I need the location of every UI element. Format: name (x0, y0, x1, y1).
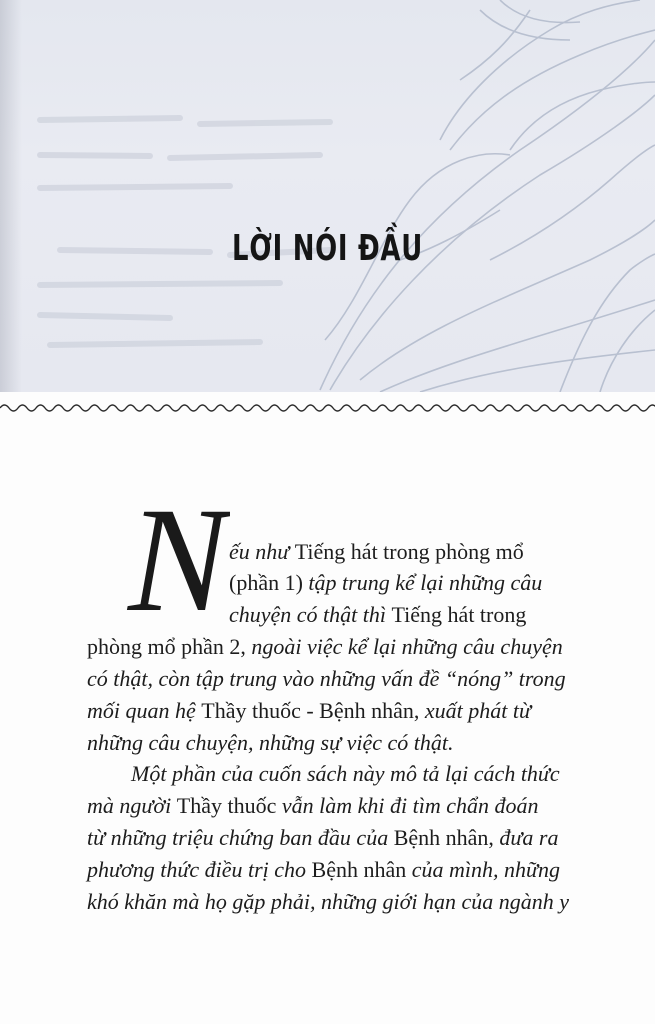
italic-segment: những câu chuyện, những sự việc có thật. (87, 730, 454, 755)
page-edge-shadow (0, 0, 22, 392)
italic-segment: từ những triệu chứng ban đầu của (87, 825, 394, 850)
regular-segment: Bệnh nhân, (393, 825, 494, 850)
drop-cap-letter (120, 498, 230, 628)
italic-segment: phương thức điều trị cho (87, 857, 312, 882)
italic-segment: Một phần của cuốn sách này mô tả lại cách thức (131, 761, 560, 786)
italic-segment: đưa ra (493, 825, 559, 850)
text-line (87, 795, 538, 817)
regular-segment: Thầy thuốc (176, 793, 277, 818)
regular-segment: Tiếng hát trong (391, 602, 527, 627)
header-banner (0, 0, 655, 392)
italic-segment: ngoài việc kể lại những câu chuyện (251, 634, 563, 659)
text-line (87, 700, 531, 722)
text-line (229, 572, 542, 594)
italic-segment: xuất phát từ (419, 698, 531, 723)
text-line (87, 891, 569, 913)
regular-segment: phòng mổ phần 2, (87, 634, 252, 659)
italic-segment: ếu như (229, 539, 295, 564)
wavy-divider (0, 398, 655, 418)
italic-segment: mối quan hệ (87, 698, 202, 723)
text-line (229, 541, 524, 563)
drop-cap-glyph: N (128, 498, 229, 628)
text-line (87, 859, 560, 881)
italic-segment: chuyện có thật thì (229, 602, 392, 627)
page-title: LỜI NÓI ĐẦU (232, 228, 423, 269)
regular-segment: Bệnh nhân (311, 857, 407, 882)
italic-segment: tập trung kể lại những câu (308, 570, 543, 595)
italic-segment: mà người (87, 793, 177, 818)
text-line (131, 763, 560, 785)
italic-segment: khó khăn mà họ gặp phải, những giới hạn của ngành y (87, 889, 570, 914)
text-line (87, 668, 566, 690)
text-line (87, 732, 454, 754)
italic-segment: của mình, những (406, 857, 561, 882)
regular-segment: (phần 1) (229, 570, 309, 595)
text-line (229, 604, 526, 626)
text-line (87, 827, 558, 849)
italic-segment: có thật, còn tập trung vào những vấn đề “nóng” trong (87, 666, 566, 691)
text-line (87, 636, 563, 658)
regular-segment: Thầy thuốc - Bệnh nhân, (201, 698, 420, 723)
regular-segment: Tiếng hát trong phòng mổ (294, 539, 524, 564)
leaf-illustration (300, 0, 655, 392)
italic-segment: vẫn làm khi đi tìm chẩn đoán (276, 793, 539, 818)
